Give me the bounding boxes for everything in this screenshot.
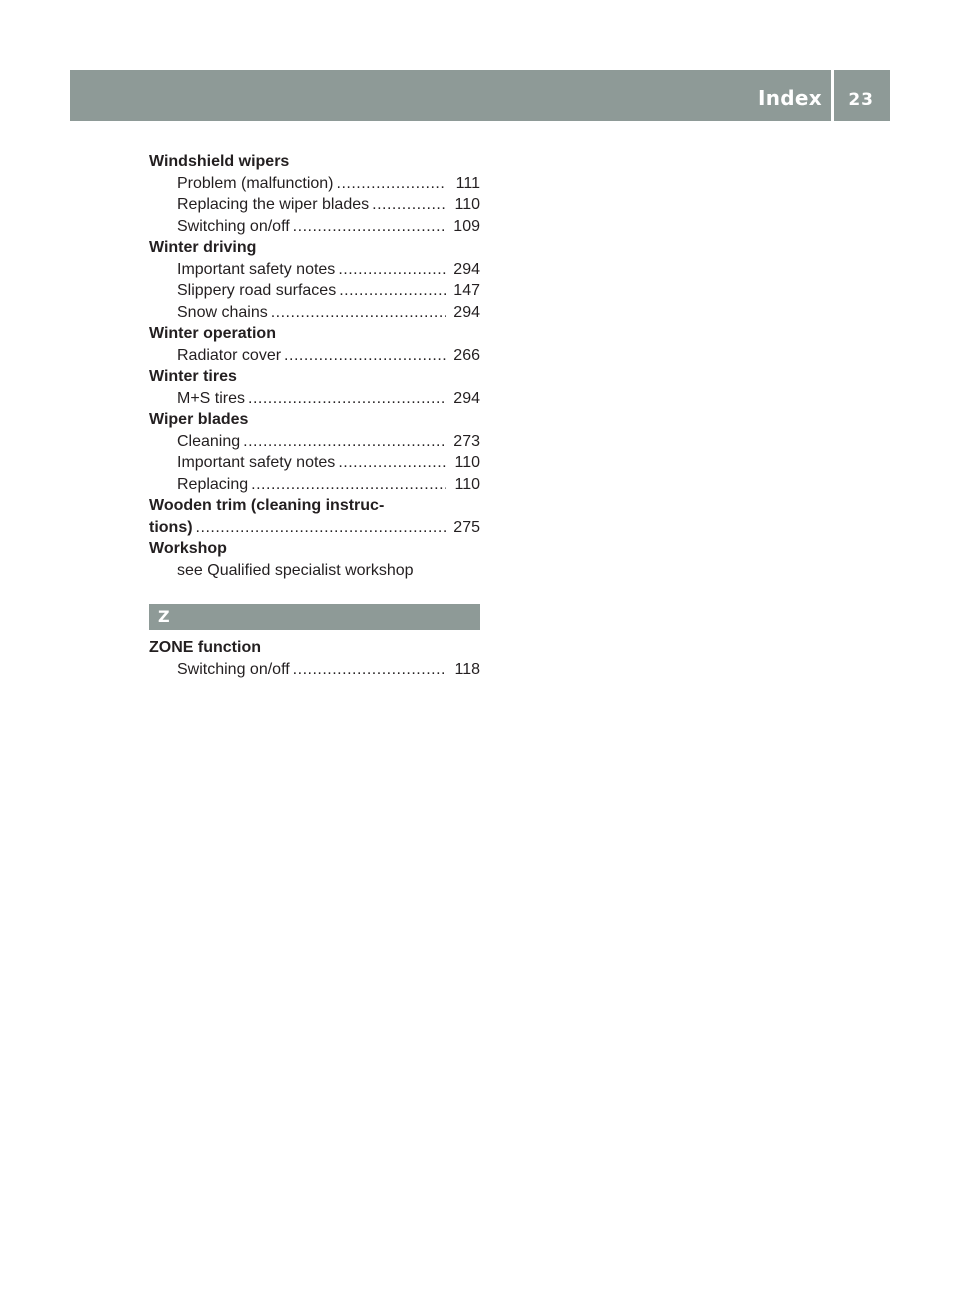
index-entry [149,216,480,238]
entry-label: Switching on/off [177,217,290,235]
leader-dots [271,302,446,324]
index-cross-reference [149,560,480,582]
entry-page: 294 [453,389,480,407]
entry-label: Cleaning [177,432,241,450]
entry-label: ZONE function [149,639,261,656]
page-number: 23 [848,90,874,110]
entry-label: Winter driving [149,239,257,256]
leader-dots [338,452,446,474]
entry-label: Radiator cover [177,346,282,364]
entry-label: Switching on/off [177,660,290,678]
leader-dots [293,659,446,681]
entry-label: Important safety notes [177,454,336,471]
index-entry [149,302,480,324]
index-heading [149,237,480,259]
entry-label: Winter tires [149,368,237,385]
index-heading [149,151,480,173]
index-entry [149,431,480,453]
leader-dots [196,517,446,539]
entry-page: 109 [453,217,480,235]
entry-label: Replacing the wiper blades [177,196,370,213]
leader-dots [339,280,446,302]
entry-page: 294 [453,260,480,278]
index-entry [149,345,480,367]
header-divider [831,70,834,121]
entry-page: 110 [454,475,480,493]
index-entry [149,474,480,496]
leader-dots [372,194,446,216]
index-heading [149,323,480,345]
entry-label: Important safety notes [177,260,336,278]
entry-page: 110 [454,454,480,471]
entry-page: 147 [453,282,480,299]
entry-page: 118 [454,660,480,678]
index-entry [149,388,480,410]
entry-label: Snow chains [177,303,268,321]
leader-dots [337,173,447,195]
index-heading-continued [149,517,480,539]
index-entry [149,259,480,281]
entry-label: tions) [149,518,193,536]
entry-label: see Qualified specialist workshop [177,561,414,579]
leader-dots [251,474,446,496]
letter-section-bar [149,604,480,630]
index-heading [149,637,480,659]
index-entry [149,194,480,216]
entry-label: Problem (malfunction) [177,174,334,192]
leader-dots [293,216,446,238]
entry-page: 294 [453,303,480,321]
leader-dots [248,388,446,410]
entry-label: Replacing [177,475,249,493]
section-title: Index [758,86,822,110]
entry-label: Slippery road surfaces [177,282,337,299]
entry-page: 266 [453,346,480,364]
index-heading [149,538,480,560]
entry-page: 273 [453,432,480,450]
leader-dots [284,345,446,367]
index-heading [149,409,480,431]
index-column-z [149,637,480,680]
entry-page: 275 [453,518,480,536]
leader-dots [338,259,446,281]
entry-page: 110 [454,196,480,213]
index-heading [149,495,480,517]
index-entry [149,173,480,195]
entry-label: Workshop [149,540,227,557]
page-header-bar [70,70,890,121]
index-entry [149,280,480,302]
index-heading [149,366,480,388]
entry-page: 111 [455,174,480,192]
index-entry [149,452,480,474]
entry-label: M+S tires [177,389,246,407]
section-letter: Z [158,607,170,626]
entry-label: Windshield wipers [149,153,290,170]
index-entry [149,659,480,681]
entry-label: Wiper blades [149,411,249,428]
index-column-w [149,151,480,581]
leader-dots [243,431,446,453]
entry-label: Wooden trim (cleaning instruc- [149,497,385,514]
entry-label: Winter operation [149,325,276,342]
